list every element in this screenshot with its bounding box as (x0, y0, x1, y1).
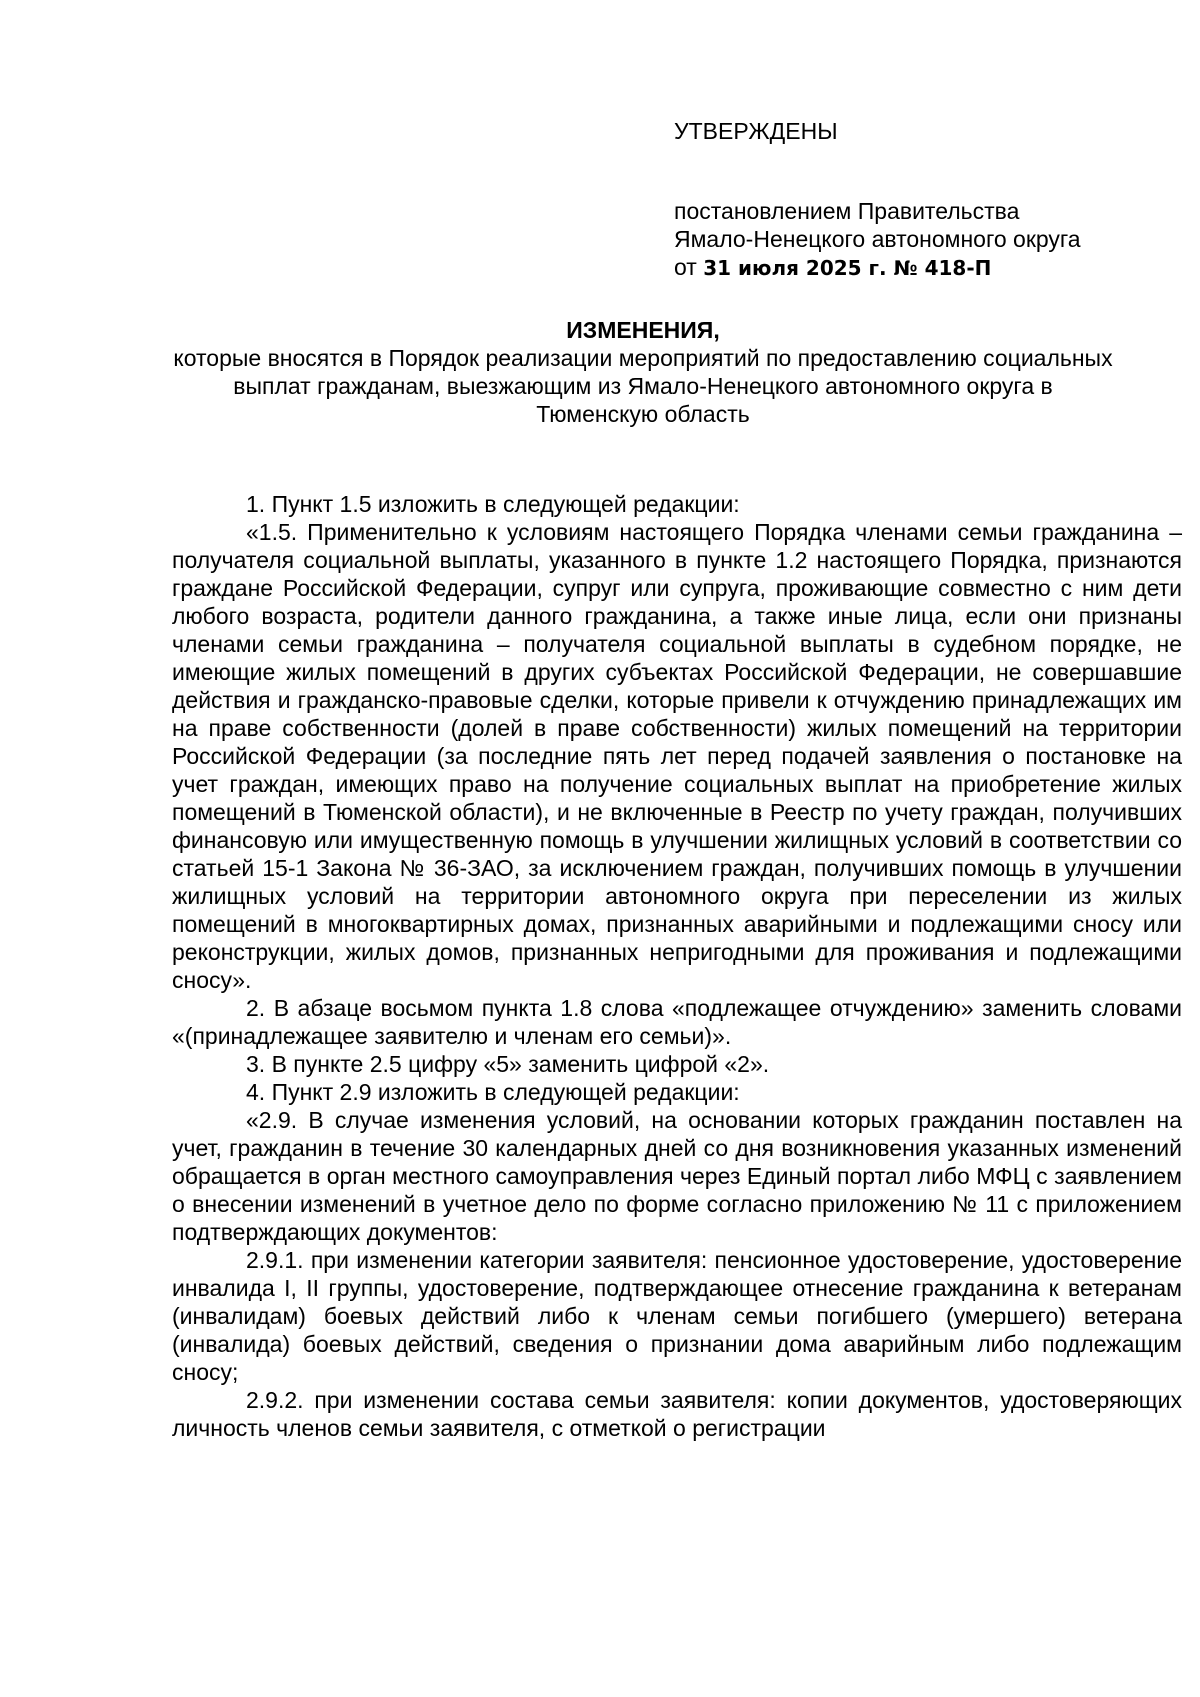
approval-block (674, 117, 1174, 282)
document-heading (172, 316, 1114, 428)
approval-date-prefix: от (674, 254, 704, 280)
document-body (172, 490, 1182, 1442)
paragraph-2-9-1: 2.9.1. при изменении категории заявителя: пенсионное удостоверение, удостоверение инвалида I, II группы, удостоверение, подтверждающее отнесение гражданина к ветеранам (инвалидам) боевых действий либо к членам семьи погибшего (умершего) ветерана (инвалида) боевых действий, сведения о признании дома аварийным либо подлежащим сносу; (172, 1247, 1182, 1385)
approval-stamp: УТВЕРЖДЕНЫ (674, 118, 838, 144)
paragraph-2-9-2: 2.9.2. при изменении состава семьи заявителя: копии документов, удостоверяющих личность членов семьи заявителя, с отметкой о регистрации (172, 1387, 1182, 1441)
paragraph-3: 3. В пункте 2.5 цифру «5» заменить цифрой «2». (246, 1051, 770, 1077)
approval-line-1: постановлением Правительства (674, 198, 1020, 224)
document-subtitle: которые вносятся в Порядок реализации мероприятий по предоставлению социальных выплат гражданам, выезжающим из Ямало-Ненецкого автономного округа в Тюменскую область (173, 345, 1113, 427)
paragraph-4: 4. Пункт 2.9 изложить в следующей редакции: (246, 1079, 740, 1105)
paragraph-1: 1. Пункт 1.5 изложить в следующей редакции: (246, 491, 740, 517)
paragraph-2-9: «2.9. В случае изменения условий, на основании которых гражданин поставлен на учет, гражданин в течение 30 календарных дней со дня возникновения указанных изменений обращается в орган местного самоуправления через Единый портал либо МФЦ с заявлением о внесении изменений в учетное дело по форме согласно приложению № 11 с приложением подтверждающих документов: (172, 1107, 1182, 1245)
approval-number: 31 июля 2025 г. № 418-П (703, 256, 992, 280)
approval-date-line (674, 253, 1174, 282)
approval-line-2: Ямало-Ненецкого автономного округа (674, 226, 1081, 252)
paragraph-1-5: «1.5. Применительно к условиям настоящего Порядка членами семьи гражданина – получателя социальной выплаты, указанного в пункте 1.2 настоящего Порядка, признаются граждане Российской Федерации, супруг или супруга, проживающие совместно с ним дети любого возраста, родители данного гражданина, а также иные лица, если они признаны членами семьи гражданина – получателя социальной выплаты в судебном порядке, не имеющие жилых помещений в других субъектах Российской Федерации, не совершавшие действия и гражданско-правовые сделки, которые привели к отчуждению принадлежащих им на праве собственности (долей в праве собственности) жилых помещений на территории Российской Федерации (за последние пять лет перед подачей заявления о постановке на учет граждан, имеющих право на получение социальных выплат на приобретение жилых помещений в Тюменской области), и не включенные в Реестр по учету граждан, получивших финансовую или имущественную помощь в улучшении жилищных условий в соответствии со статьей 15-1 Закона № 36-ЗАО, за исключением граждан, получивших помощь в улучшении жилищных условий на территории автономного округа при переселении из жилых помещений в многоквартирных домах, признанных аварийными и подлежащими сносу или реконструкции, жилых домов, признанных непригодными для проживания и подлежащими сносу». (172, 519, 1182, 993)
paragraph-2: 2. В абзаце восьмом пункта 1.8 слова «подлежащее отчуждению» заменить словами «(принадлежащее заявителю и членам его семьи)». (172, 995, 1182, 1049)
document-title: ИЗМЕНЕНИЯ, (566, 317, 720, 343)
